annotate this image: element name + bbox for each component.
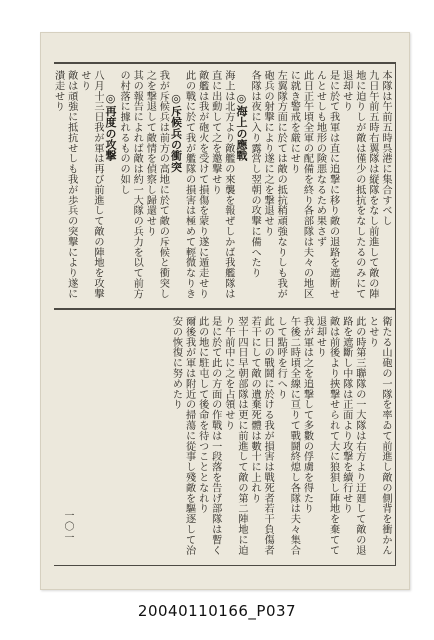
paragraph: 敵艦は我が砲火を受けて損傷を蒙り遂に遁走せり: [196, 70, 208, 299]
paragraph: 我が軍は之を追撃して多數の俘虜を得たり: [301, 316, 313, 514]
paragraph: 此の時第三聯隊の一大隊は右方より迂廻して敵の退路を遮斷し中隊は正面より攻撃を續行せり: [340, 316, 365, 556]
paragraph: 本隊は午前五時呉港に集合すべし: [380, 70, 391, 226]
image-caption: 20040110166_P037: [137, 602, 297, 620]
lower-text-block: [72, 316, 392, 559]
top-rule: [54, 62, 396, 64]
paragraph: 左翼隊方面に於ては敵の抵抗稍頑強なりしも我が砲兵の射撃により遂に之を撃退せり: [262, 70, 287, 299]
paragraph: 我が斥候兵は前方の高地に於て敵の斥候と衝突し之を撃退して敵情を偵察し歸還せり: [144, 70, 169, 299]
section-heading: ◎斥候兵の衝突: [169, 92, 183, 173]
paragraph: 各隊は夜に入り露営し翌朝の攻撃に備へたり: [249, 70, 261, 278]
paragraph: 海上は北方より敵艦の來襲を報ぜしかば我艦隊は直に出動して之を邀撃せり: [209, 70, 234, 299]
middle-rule: [54, 308, 396, 310]
paragraph: 午後二時頃全線に亘りて戰鬪終熄し各隊は夫々集合して點呼を行へり: [275, 316, 300, 556]
paragraph: 是に於て此の方面の作戰は一段落を告げ部隊は暫く此の地に駐屯して後命を待つこととなれり: [196, 316, 221, 556]
paragraph: 此の戰に於て我が艦隊の損害は極めて輕微なりき: [183, 70, 195, 299]
paragraph: 是に於て我軍は直に追撃に移り敵の退路を遮断せんとせしも地形の険悪なるため果さず: [314, 70, 339, 299]
document-page: [40, 32, 410, 590]
paragraph: 此日正午頃全軍の配備を終り各部隊は夫々の地区に就き警戒を厳にせり: [288, 70, 313, 299]
paragraph: 八月十三日我が軍は再び前進して敵の陣地を攻撃せり: [78, 70, 103, 299]
paragraph: 九日午前五時右翼隊は縦隊をなし前進して敵の陣地に迫りしが敵は僅少の抵抗をなしたるのみにて退却せり: [340, 70, 378, 299]
paragraph: 衛たる山砲の一隊を率ゐて前進し敵の側背を衝かんとせり: [366, 316, 391, 556]
paragraph: 敵は頑強に抵抗せしも我が歩兵の突撃により遂に潰走せり: [52, 70, 77, 299]
section-heading: ◎再度の攻撃: [104, 92, 118, 162]
right-margin-rule: [395, 62, 396, 566]
section-heading: ◎海上の應戰: [234, 92, 248, 162]
paragraph: 其の報告によれば敵は約一大隊の兵力を以て前方の村落に據れるものの如し: [118, 70, 143, 299]
bottom-rule: [54, 565, 396, 566]
paragraph: 此の日の戰鬪に於ける我が損害は戰死者若干負傷者若干にして敵の遺棄死體は數十に上れり: [249, 316, 274, 556]
page-number: 一〇一: [62, 510, 73, 543]
paragraph: 爾後我が軍は附近の掃蕩に從事し殘敵を驅逐して治安の恢復に努めたり: [170, 316, 195, 556]
paragraph: 敵は前後より挾撃せられて大に狼狽し陣地を棄てて退却せり: [314, 316, 339, 556]
paragraph: 翌十四日早朝部隊は更に前進して敵の第二陣地に迫り午前中に之を占領せり: [222, 316, 247, 556]
upper-text-block: [52, 70, 392, 302]
